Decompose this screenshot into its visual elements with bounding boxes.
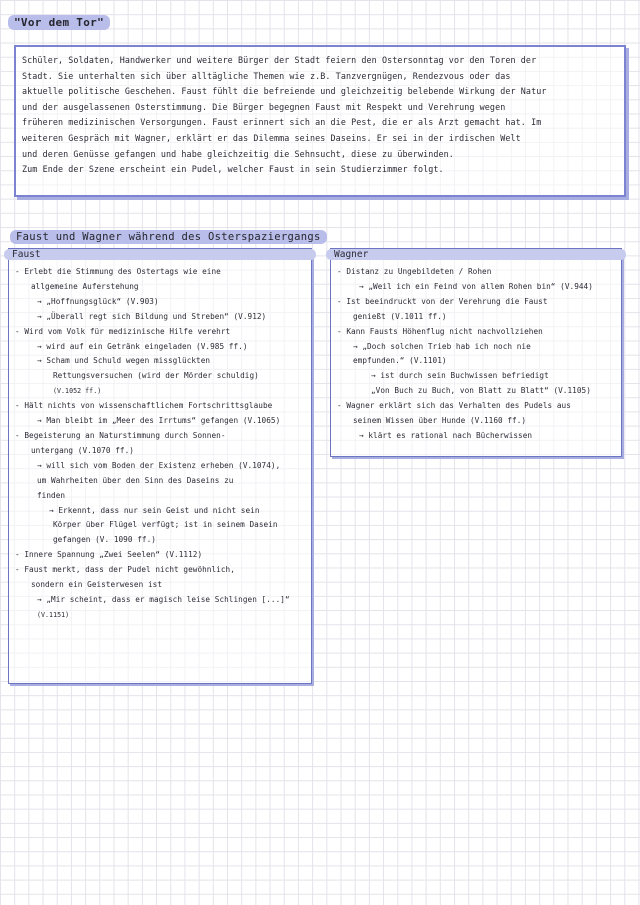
note-line: „Von Buch zu Buch, von Blatt zu Blatt“ (V.1105) <box>371 386 591 396</box>
faust-box <box>8 248 312 684</box>
note-line: allgemeine Auferstehung <box>31 281 139 291</box>
note-line: - Wagner erklärt sich das Verhalten des Pudels aus <box>337 401 571 411</box>
note-line: - Distanz zu Ungebildeten / Rohen <box>337 267 492 276</box>
note-line: seinem Wissen über Hunde (V.1160 ff.) <box>353 416 527 426</box>
note-line: empfunden.“ (V.1101) <box>353 356 447 366</box>
note-line: → „Doch solchen Trieb hab ich noch nie <box>353 341 531 351</box>
wagner-box <box>330 248 622 457</box>
note-line: - Begeisterung an Naturstimmung durch Sonnen- <box>15 430 226 440</box>
summary-text: Schüler, Soldaten, Handwerker und weitere Bürger der Stadt feiern den Ostersonntag vor den Toren der Stadt. Sie unterhalten sich über alltägliche Themen wie z.B. Tanzvergnügen, Rendezvous oder das aktuelle politische Geschehen. Faust fühlt die befreiende und gleichzeitig belebende Wirkung der Natur und der ausgelassenen Osterstimmung. Die Bürger begegnen Faust mit Respekt und Verehrung wegen früheren medizinischen Versorgungen. Faust erinnert sich an die Pest, die er als Arzt gemacht hat. Im weiteren Gespräch mit Wagner, erklärt er das Dilemma seines Daseins. Er sei in der irdischen Welt und deren Genüsse gefangen und habe gleichzeitig die Sehnsucht, diese zu überwinden. Zum Ende der Szene erscheint ein Pudel, welcher Faust in sein Studierzimmer folgt. <box>22 55 547 175</box>
wagner-header <box>328 249 624 261</box>
note-line: finden <box>37 490 66 500</box>
note-line: - Wird vom Volk für medizinische Hilfe verehrt <box>15 326 231 336</box>
faust-notes <box>9 261 311 623</box>
note-line: untergang (V.1070 ff.) <box>31 445 134 455</box>
wagner-label: Wagner <box>334 249 369 260</box>
wagner-header-highlight <box>326 249 626 260</box>
note-line: - Faust merkt, dass der Pudel nicht gewöhnlich, <box>15 565 235 575</box>
section-heading: Faust und Wagner während des Osterspaziergangs <box>10 230 327 244</box>
note-line: gefangen (V. 1090 ff.) <box>53 535 156 545</box>
note-line: Körper über Flügel verfügt; ist in seinem Dasein <box>53 520 278 530</box>
note-line: → ist durch sein Buchwissen befriedigt <box>371 371 549 381</box>
note-line: → Scham und Schuld wegen missglückten <box>37 356 211 366</box>
note-line: → klärt es rational nach Bücherwissen <box>359 430 533 440</box>
note-line: → „Weil ich ein Feind von allem Rohen bin“ (V.944) <box>359 281 593 291</box>
summary-box <box>14 45 626 197</box>
note-line: Rettungsversuchen (wird der Mörder schuldig) <box>53 371 259 381</box>
note-line: → Erkennt, dass nur sein Geist und nicht sein <box>49 505 260 515</box>
faust-header <box>6 249 314 261</box>
page-title: "Vor dem Tor" <box>8 15 110 30</box>
note-line: → will sich vom Boden der Existenz erheben (V.1074), <box>37 460 281 470</box>
note-line: - Hält nichts von wissenschaftlichem Fortschrittsglaube <box>15 401 273 411</box>
note-line: → Man bleibt im „Meer des Irrtums“ gefangen (V.1065) <box>37 416 281 426</box>
note-line: → wird auf ein Getränk eingeladen (V.985 ff.) <box>37 341 248 351</box>
note-line: - Innere Spannung „Zwei Seelen“ (V.1112) <box>15 550 203 560</box>
note-line: genießt (V.1011 ff.) <box>353 311 447 321</box>
note-line: → „Überall regt sich Bildung und Streben“ (V.912) <box>37 311 267 321</box>
note-line: - Erlebt die Stimmung des Ostertags wie eine <box>15 267 221 276</box>
note-line: (V.1052 ff.) <box>53 387 102 396</box>
faust-header-highlight <box>4 249 316 260</box>
note-line: um Wahrheiten über den Sinn des Daseins zu <box>37 475 234 485</box>
note-line: sondern ein Geisterwesen ist <box>31 580 162 590</box>
note-line: → „Hoffnungsglück“ (V.903) <box>37 296 159 306</box>
faust-label: Faust <box>12 249 41 260</box>
note-line: - Kann Fausts Höhenflug nicht nachvollziehen <box>337 326 543 336</box>
note-line: → „Mir scheint, dass er magisch leise Schlingen [...]“ <box>37 594 290 604</box>
note-line: - Ist beeindruckt von der Verehrung die Faust <box>337 296 548 306</box>
wagner-notes <box>331 261 621 444</box>
note-line: (V.1151) <box>37 610 70 619</box>
